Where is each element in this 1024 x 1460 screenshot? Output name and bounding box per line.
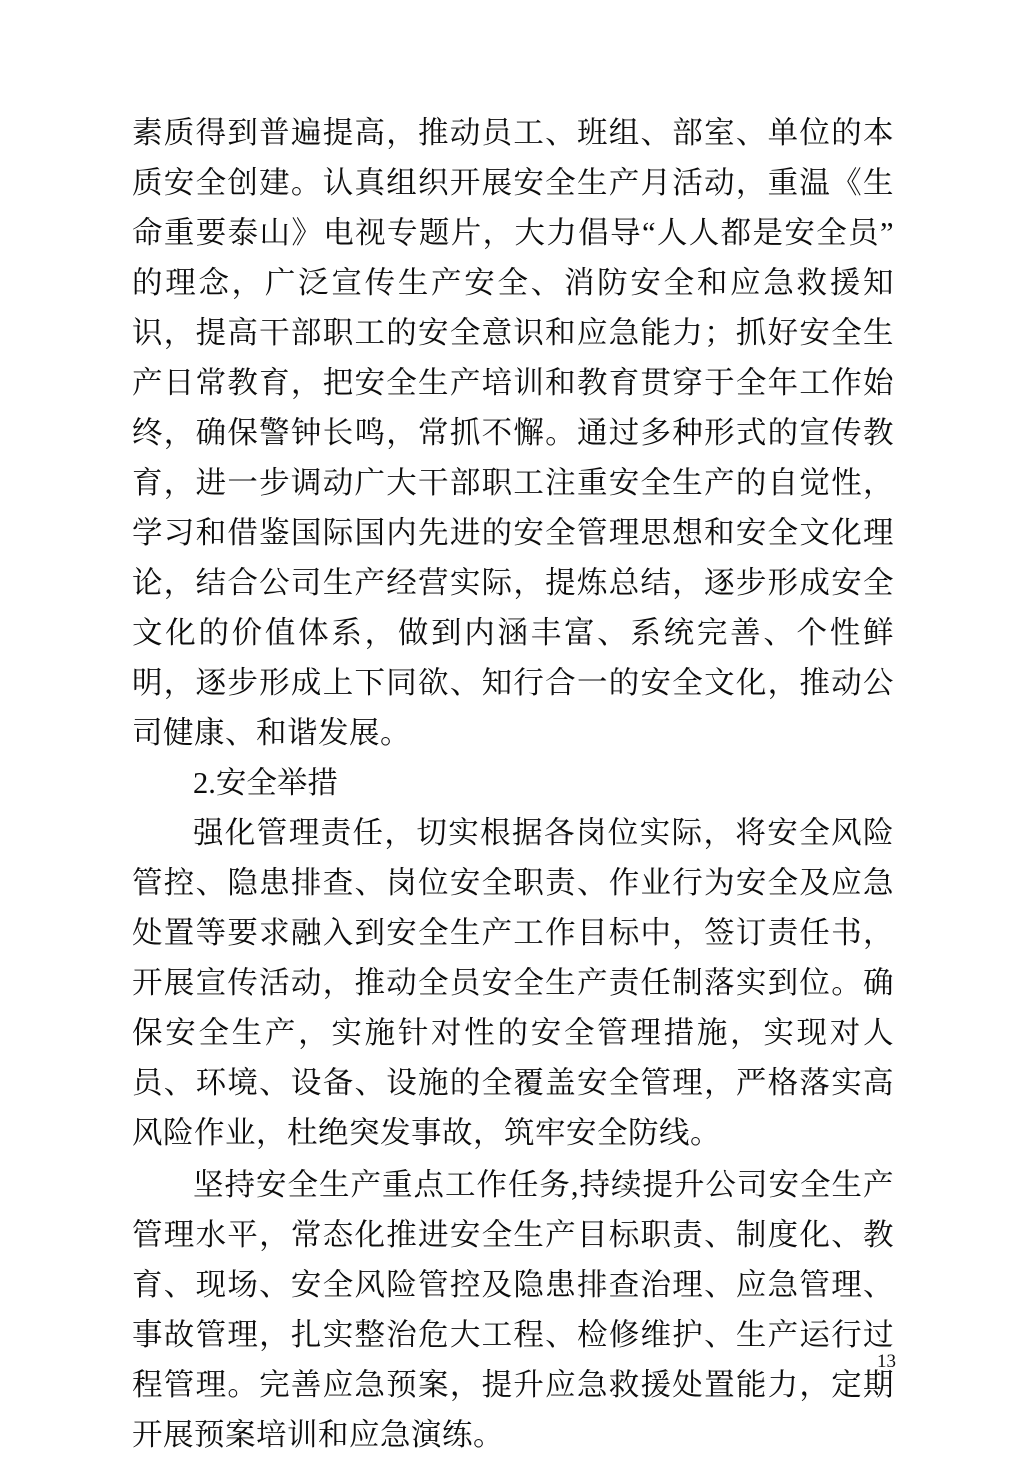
paragraph-1: 素质得到普遍提高，推动员工、班组、部室、单位的本质安全创建。认真组织开展安全生产月活动，重温《生命重要泰山》电视专题片，大力倡导“人人都是安全员”的理念，广泛宣传生产安全、消防安全和应急救援知识，提高干部职工的安全意识和应急能力；抓好安全生产日常教育，把安全生产培训和教育贯穿于全年工作始终，确保警钟长鸣，常抓不懈。通过多种形式的宣传教育，进一步调动广大干部职工注重安全生产的自觉性，学习和借鉴国际国内先进的安全管理思想和安全文化理论，结合公司生产经营实际，提炼总结，逐步形成安全文化的价值体系，做到内涵丰富、系统完善、个性鲜明，逐步形成上下同欲、知行合一的安全文化，推动公司健康、和谐发展。 [132, 116, 894, 750]
paragraph-3: 坚持安全生产重点工作任务,持续提升公司安全生产管理水平，常态化推进安全生产目标职责、制度化、教育、现场、安全风险管控及隐患排查治理、应急管理、事故管理，扎实整治危大工程、检修维护、生产运行过程管理。完善应急预案，提升应急救援处置能力，定期开展预案培训和应急演练。 [132, 1168, 894, 1452]
page-body [132, 108, 894, 1460]
section-heading-safety-measures: 2.安全举措 [193, 766, 338, 800]
paragraph-2: 强化管理责任，切实根据各岗位实际，将安全风险管控、隐患排查、岗位安全职责、作业行为安全及应急处置等要求融入到安全生产工作目标中，签订责任书，开展宣传活动，推动全员安全生产责任制落实到位。确保安全生产，实施针对性的安全管理措施，实现对人员、环境、设备、设施的全覆盖安全管理，严格落实高风险作业，杜绝突发事故，筑牢安全防线。 [132, 816, 894, 1150]
page-number: 13 [877, 1351, 896, 1372]
